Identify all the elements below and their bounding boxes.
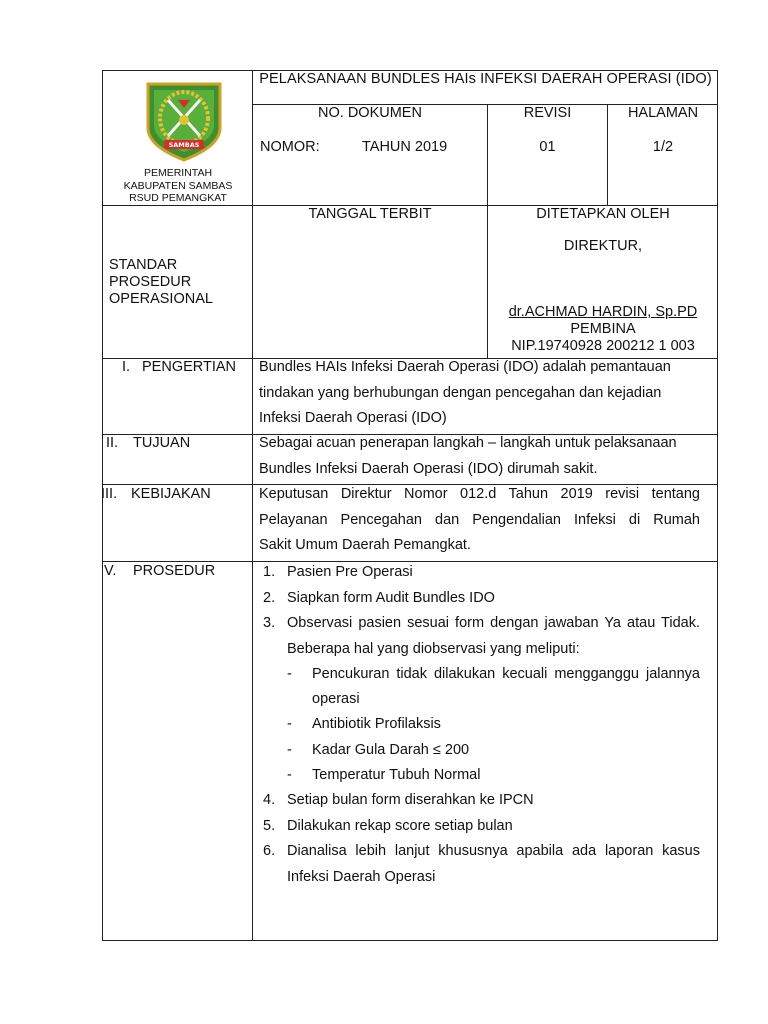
- sub-item-text: Pencukuran tidak dilakukan kecuali mengganggu jalannya operasi: [312, 666, 700, 708]
- sub-item-text: Temperatur Tubuh Normal: [312, 766, 481, 783]
- text-line: Sebagai acuan penerapan langkah – langkah untuk pelaksanaan: [259, 435, 677, 451]
- prosedur-step: [259, 560, 700, 586]
- section-kebijakan-text: [259, 482, 700, 559]
- sub-item-text: Kadar Gula Darah ≤ 200: [312, 741, 470, 758]
- step-text: Dianalisa lebih lanjut khususnya apabila ada laporan kasus Infeksi Daerah Operasi: [287, 843, 700, 885]
- step-number: 1.: [263, 564, 276, 580]
- step-text: Pasien Pre Operasi: [287, 564, 413, 580]
- text-line: Bundles Infeksi Daerah Operasi (IDO) dirumah sakit.: [259, 460, 598, 477]
- step-number: 4.: [263, 792, 276, 809]
- tahun-value: TAHUN 2019: [362, 139, 448, 155]
- text-line: Sakit Umum Daerah Pemangkat.: [259, 537, 471, 553]
- institution-name: [104, 167, 252, 205]
- sop-title-line: OPERASIONAL: [109, 291, 213, 307]
- section-pengertian-label: [104, 359, 252, 376]
- section-label: KEBIJAKAN: [131, 486, 211, 502]
- text-line: Bundles HAIs Infeksi Daerah Operasi (IDO) adalah pemantauan: [259, 359, 671, 375]
- sop-title: [109, 257, 213, 308]
- dash-bullet: -: [287, 766, 292, 783]
- document-title: PELAKSANAAN BUNDLES HAIs INFEKSI DAERAH OPERASI (IDO): [259, 71, 712, 87]
- step-text: Setiap bulan form diserahkan ke IPCN: [287, 792, 534, 809]
- section-pengertian-text: [259, 355, 700, 432]
- step-text: Siapkan form Audit Bundles IDO: [287, 589, 495, 606]
- prosedur-step: [259, 814, 700, 840]
- step-number: 5.: [263, 817, 276, 834]
- prosedur-list: [259, 560, 700, 890]
- section-prosedur-label: [104, 563, 252, 580]
- institution-line: RSUD PEMANGKAT: [129, 192, 227, 204]
- section-tujuan-label: [104, 435, 252, 452]
- kabupaten-sambas-emblem: [140, 76, 228, 164]
- halaman-label: HALAMAN: [627, 105, 699, 121]
- sop-title-line: STANDAR: [109, 257, 178, 273]
- sub-item: [287, 712, 700, 737]
- text-line: tindakan yang berhubungan dengan pencegahan dan kejadian: [259, 384, 662, 401]
- signatory-nip: NIP.19740928 200212 1 003: [511, 338, 695, 354]
- institution-line: PEMERINTAH: [143, 167, 213, 179]
- tanggal-terbit-label: TANGGAL TERBIT: [308, 206, 432, 222]
- prosedur-step: [259, 839, 700, 890]
- section-label: PROSEDUR: [133, 563, 216, 579]
- text-line: Keputusan Direktur Nomor 012.d Tahun 2019 revisi tentang: [259, 486, 700, 502]
- revisi-value: 01: [539, 139, 556, 155]
- step-text: Observasi pasien sesuai form dengan jawaban Ya atau Tidak. Beberapa hal yang diobservasi yang meliputi:: [287, 615, 700, 657]
- text-line: Pelayanan Pencegahan dan Pengendalian Infeksi di Rumah: [259, 511, 700, 528]
- dash-bullet: -: [287, 716, 292, 733]
- svg-text:SAMBAS: SAMBAS: [168, 141, 200, 149]
- revisi-label: REVISI: [523, 105, 572, 121]
- sub-item-text: Antibiotik Profilaksis: [312, 716, 441, 733]
- step-number: 6.: [263, 843, 276, 860]
- section-number: I.: [121, 359, 130, 375]
- sub-item: [287, 763, 700, 788]
- signatory-name: dr.ACHMAD HARDIN, Sp.PD: [508, 304, 698, 320]
- sub-item: [287, 738, 700, 763]
- section-number: II.: [106, 435, 119, 451]
- nomor-label: NOMOR:: [260, 139, 320, 155]
- text-line: Infeksi Daerah Operasi (IDO): [259, 410, 447, 426]
- section-kebijakan-label: [101, 486, 249, 503]
- step-number: 2.: [263, 589, 276, 606]
- prosedur-step: [259, 611, 700, 788]
- section-label: TUJUAN: [133, 435, 191, 451]
- column-divider: [252, 70, 253, 941]
- dash-bullet: -: [287, 666, 292, 682]
- prosedur-step: [259, 788, 700, 814]
- section-label: PENGERTIAN: [142, 359, 237, 375]
- section-number: V.: [104, 563, 117, 579]
- section-tujuan-text: [259, 431, 700, 482]
- dash-bullet: -: [287, 741, 292, 758]
- prosedur-step: [259, 586, 700, 612]
- sop-title-line: PROSEDUR: [109, 274, 192, 290]
- signatory-rank: PEMBINA: [570, 321, 636, 337]
- section-number: III.: [101, 486, 118, 502]
- step-number: 3.: [263, 615, 276, 631]
- ditetapkan-label: DITETAPKAN OLEH: [536, 206, 670, 222]
- institution-line: KABUPATEN SAMBAS: [123, 179, 233, 192]
- sub-item: [287, 662, 700, 712]
- halaman-value: 1/2: [652, 139, 674, 155]
- no-dokumen-label: NO. DOKUMEN: [318, 105, 422, 121]
- jabatan: DIREKTUR,: [563, 238, 643, 254]
- observasi-sublist: [287, 662, 700, 788]
- step-text: Dilakukan rekap score setiap bulan: [287, 817, 513, 834]
